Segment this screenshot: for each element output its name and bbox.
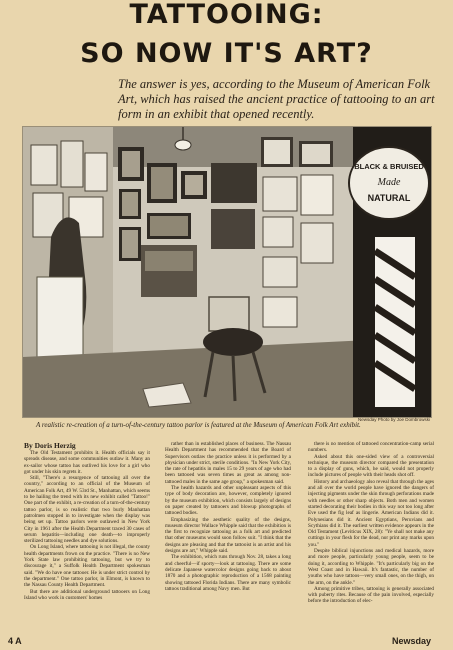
sign-line-1: BLACK & BRUISED <box>354 162 424 171</box>
paragraph: The Old Testament prohibits it. Health officials say it spreads disease, and some communities outlaw it. Many an ex-sailor whose tattoo has outlived his love for a girl who got under his skin regrets it. <box>24 450 150 475</box>
newspaper-name: Newsday <box>392 636 432 646</box>
paragraph: Asked about this one-sided view of a controversial technique, the museum director compared the presentation to a display of guns, which, he said, would not properly include pictures of people with their heads shot off. <box>308 453 434 479</box>
photo-credit: Newsday Photo by Joe Dombrowski <box>357 417 430 422</box>
article-column-3 <box>308 441 434 633</box>
tattoo-parlor-photo <box>22 126 432 418</box>
paragraph: there is no mention of tattooed concentration-camp serial numbers. <box>308 441 434 454</box>
byline: By Doris Herzig <box>24 441 76 450</box>
paragraph: The health hazards and other unpleasant aspects of this type of body decoration are, however, completely ignored by the museum exhibition, which consists largely of designs on paper created by tattooers and blowup photographs of tattooed bodies. <box>165 485 291 517</box>
paragraph: History and archaeology also reveal that through the ages and all over the world people have ignored the dangers of injecting pigments under the skin through perforations made with needles or other sharp objects. Both men and women started decorating their bodies in this way not too long after Eve used the fig leaf as lingerie. American Indians did it. Polynesians did it. Ancient Egyptians, Peruvians and Scythians did it. The earliest written evidence appears in the Old Testament (Leviticus XIX, 28): "Ye shall not make any cuttings in your flesh for the dead, nor print any marks upon you." <box>308 478 434 548</box>
headline-line-2: SO NOW IT'S ART? <box>80 38 373 69</box>
paragraph: Among primitive tribes, tattooing is generally associated with puberty rites. Because of the pain involved, especially before the introduction of elec- <box>308 585 434 605</box>
sign-line-2: Made <box>377 177 401 188</box>
paragraph: But there are additional underground tattooers on Long Island who work in customers' homes <box>24 588 150 601</box>
page-number: 4 A <box>8 636 22 646</box>
headline-line-1: TATTOOING: <box>129 0 324 30</box>
photo-caption: A realistic re-creation of a turn-of-the-century tattoo parlor is featured at the Museum of American Folk Art exhibit. <box>36 421 361 429</box>
paragraph: Despite biblical injunctions and medical hazards, more and more people, particularly young people, seem to be doing it, according to Whipple. "It's particularly big on the West Coast and in Hawaii. It's fantastic, the number of youths who have tattoos—very small ones, on the thigh, on the arm, on the ankle." <box>308 548 434 586</box>
paragraph: On Long Island, where tattooing is not illegal, the county health departments frown on the practice. "There is no New York State law prohibiting tattooing, but we try to discourage it," a Suffolk Health Department spokesman said. "We do have one tattooer. He is under strict control by the department." One tattoo parlor, in Elmont, is known to the Nassau County Health Department. <box>24 544 150 589</box>
paragraph: Still, "There's a resurgence of tattooing all over the country," according to an official of the Museum of American Folk Art, 49 W. 53rd St., Manhattan, which seems to be hailing the trend with its new exhibit called "Tattoo!" One part of the exhibit, a re-creation of a turn-of-the-century tattoo parlor, is so realistic that two burly Manhattan patrolmen stopped in to investigate when the display was being set up. Tattoo parlors were outlawed in New York City in 1961 after the Health Department traced 30 cases of serum hepatitis—including one death—to improperly sterilized tattooing needles and dye solutions. <box>24 475 150 545</box>
paragraph: The exhibition, which runs through Nov. 28, takes a long and cheerful—if sporty—look at tattooing. There are some delicate Japanese watercolor designs going back to about 1870 and a photographic reproduction of a 1568 painting showing tattooed Florida Indians. There are many symbolic tattoos traditional among Navy men. But <box>165 554 291 592</box>
photo-illustration <box>23 127 431 417</box>
sign-line-3: NATURAL <box>367 193 411 203</box>
paragraph: rather than in established places of business. The Nassau Health Department has recommended that the Board of Supervisors outlaw the practice unless it is performed by a physician under strict, sterile conditions. "In New York City, the rate of hepatitis in males 15 to 29 years of age who had been tattooed was seven times as great as among non-tattooed males in the same age group," a spokesman said. <box>165 441 291 485</box>
paragraph: Emphasizing the aesthetic quality of the designs, museum director Wallace Whipple said that the exhibition is the first to recognize tattooing as a folk art and predicted that other museums would soon follow suit. "I think that the designs are pleasing and that the tattooist is an artist and his designs are art," Whipple said. <box>165 516 291 555</box>
article-deck: The answer is yes, according to the Museum of American Folk Art, which has raised the ancient practice of tattooing to an art form in an exhibit that opened recently. <box>118 77 435 121</box>
article-column-2 <box>165 441 291 633</box>
article-column-1 <box>24 450 150 633</box>
